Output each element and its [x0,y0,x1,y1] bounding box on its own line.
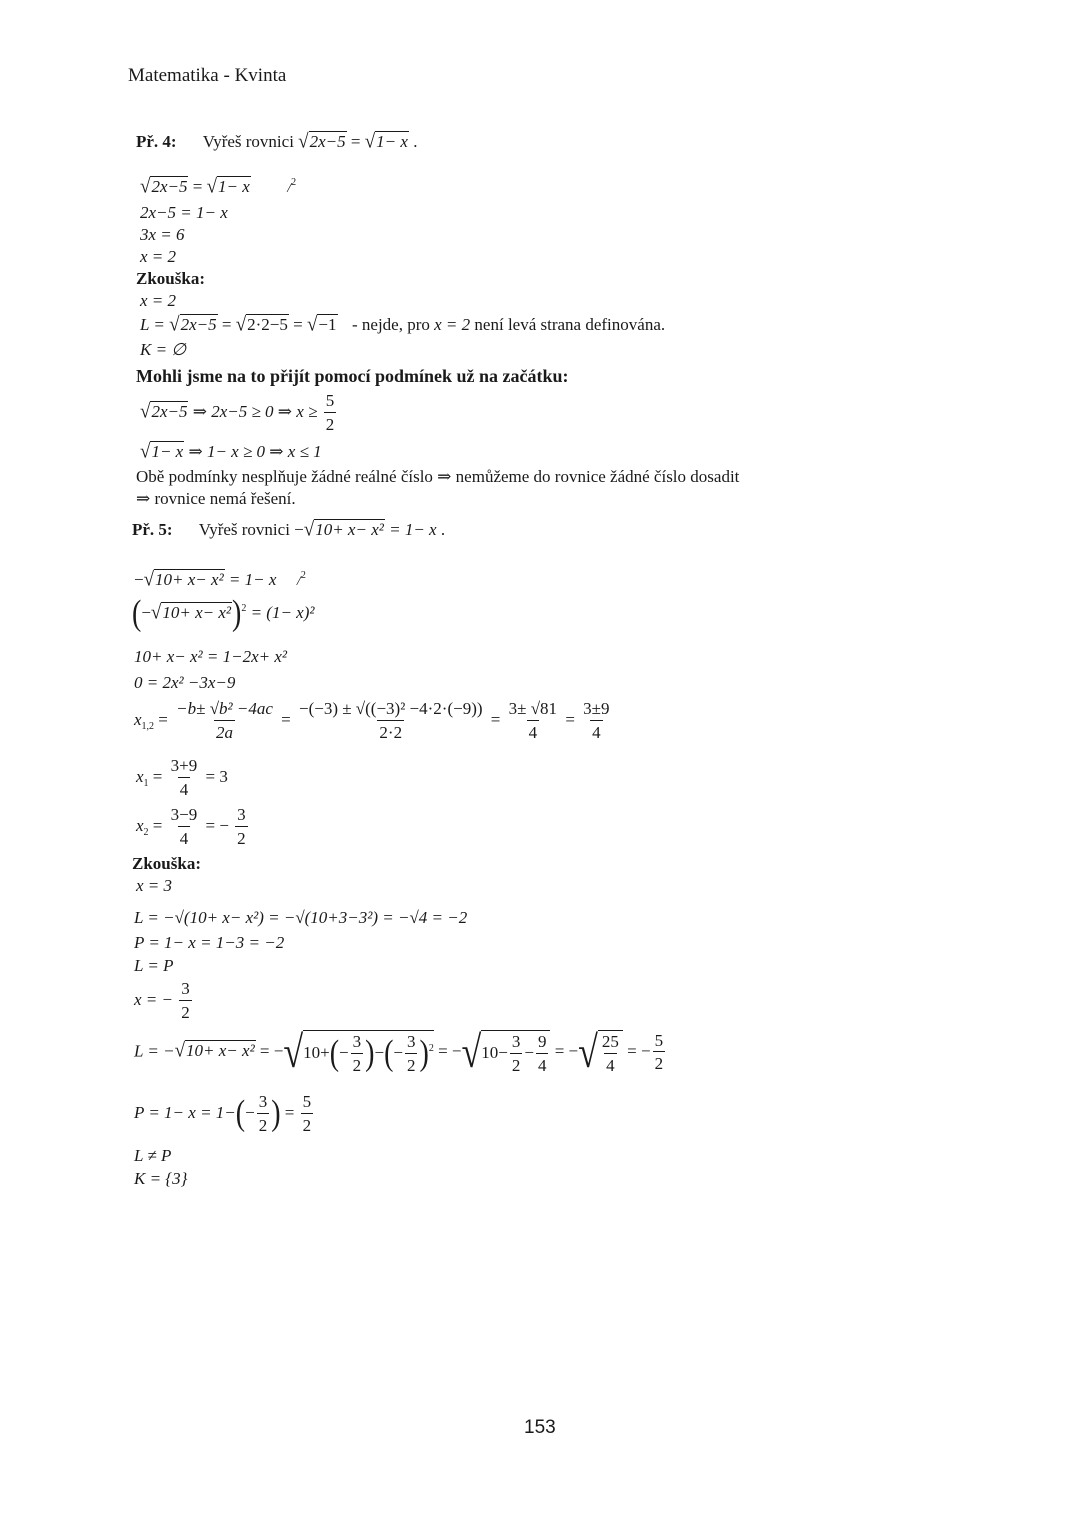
ex4-conclusion-2: ⇒ rovnice nemá řešení. [136,489,296,508]
ex5-step-2: $(-√10+ x- x^2)^2 = (1- x)^2$ [132,593,315,634]
ex4-condition-1: √2x−5 ⇒ 2x−5 ≥ 0 ⇒ x ≥ $\frac{5}{2}$ [140,391,335,434]
ex5-root-x2: $x_2$ = $\frac{3-9}{4}$ = − $\frac{3}{2}$ [136,805,246,848]
ex5-check-x1-equal: L = P [134,956,174,975]
ex4-check-title: Zkouška: [136,269,205,288]
example-5-task: Vyřeš rovnici [198,520,290,539]
ex4-check-x: x = 2 [140,291,177,310]
ex5-root-x1: $x_1$ = $\frac{3+9}{4}$ = 3 [136,756,228,799]
ex5-check-x1-right: P = 1− x = 1−3 = −2 [134,933,285,952]
ex4-step-1: √2x−5 = √1− x /$^2$ [140,175,297,198]
ex5-check-x2-notequal: L ≠ P [134,1146,172,1165]
ex4-condition-2: √1− x ⇒ 1− x ≥ 0 ⇒ x ≤ 1 [140,440,322,463]
ex4-result: K = ∅ [140,340,187,359]
ex4-task-lhs-root: √2x−5 [298,130,346,153]
ex5-result: K = {3} [134,1169,188,1188]
example-5-label: Př. 5: [132,520,173,539]
page-header: Matematika - Kvinta [128,65,287,86]
ex4-step-4: x = 2 [140,247,177,266]
ex5-quadratic-formula: $x_{1,2}$ = $\frac{\text{−b± √b² −4ac}}{2a}$ = $\frac{\text{−(−3) ± √((−3)² −4·2·(−9))}}{2\cdot 2}$ = $\frac{3\pm √81}{4}$ = $\frac{3\pm 9}{4}$ [134,699,610,742]
example-4-task: Vyřeš rovnici [202,132,294,151]
page-number: 153 [524,1417,556,1438]
ex5-check-title: Zkouška: [132,854,201,873]
ex5-step-4: 0 = 2x² −3x−9 [134,673,236,692]
ex5-step-1: −√10+ x− x² = 1− x /$^2$ [134,568,306,591]
ex5-step-3: 10+ x− x² = 1−2x+ x² [134,647,287,666]
ex4-step-2: 2x−5 = 1− x [140,203,228,222]
ex4-conditions-title: Mohli jsme na to přijít pomocí podmínek už na začátku: [136,366,569,386]
ex5-check-x2: x = − $\frac{3}{2}$ [134,979,190,1022]
ex4-check-left: L = √2x−5 = √2·2−5 = √−1 - nejde, pro x = 2 není levá strana definována. [140,313,666,336]
example-4-heading: Př. 4: Vyřeš rovnici √2x−5 = √1− x . [136,130,418,153]
example-4-label: Př. 4: [136,132,177,151]
ex4-task-rhs-root: √1− x [364,130,408,153]
ex5-check-x2-left: L = −√10+ x− x² = −√10+(− $\frac{3}{2}$ )−(− $\frac{3}{2}$ )$^2$ = −√10− $\frac{3}{2}$ − $\frac{9}{4}$ = −√ $\frac{25}{4}$ = − $\frac{5}{2}$ [134,1027,664,1078]
ex5-check-x1: x = 3 [136,876,173,895]
ex4-conclusion-1: Obě podmínky nesplňuje žádné reálné číslo ⇒ nemůžeme do rovnice žádné číslo dosadit [136,467,740,486]
ex5-check-x2-right: P = 1− x = 1−(− $\frac{3}{2}$ ) = $\frac{5}{2}$ [134,1092,312,1135]
ex4-step-3: 3x = 6 [140,225,185,244]
example-5-heading: Př. 5: Vyřeš rovnici −√10+ x− x² = 1− x . [132,518,446,541]
ex5-check-x1-left: L = −√(10+ x− x²) = −√(10+3−3²) = −√4 = −2 [134,908,468,927]
